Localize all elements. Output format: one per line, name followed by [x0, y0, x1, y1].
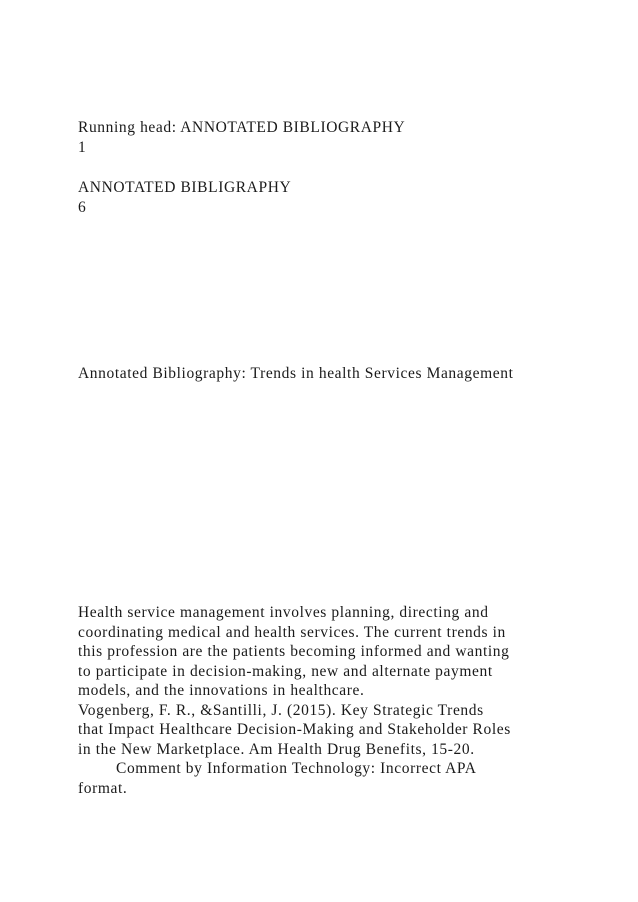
body-line: coordinating medical and health services. The current trends in: [78, 623, 506, 641]
reference-line: that Impact Healthcare Decision-Making and Stakeholder Roles: [78, 721, 511, 738]
comment-line: Comment by Information Technology: Incorrect APA: [116, 760, 477, 777]
running-head: Running head: ANNOTATED BIBLIOGRAPHY: [78, 119, 406, 136]
document-title: Annotated Bibliography: Trends in health Services Management: [78, 365, 514, 382]
reference-line: Vogenberg, F. R., &Santilli, J. (2015). Key Strategic Trends: [78, 701, 484, 719]
comment-line: format.: [78, 779, 128, 797]
body-line: to participate in decision-making, new and alternate payment: [78, 662, 493, 680]
reference-line: in the New Marketplace. Am Health Drug Benefits, 15-20.: [78, 740, 475, 758]
short-title: ANNOTATED BIBLIGRAPHY: [78, 179, 292, 196]
page-number-first: 1: [78, 139, 87, 156]
body-text: [78, 603, 511, 798]
page-number-second: 6: [78, 199, 87, 216]
body-line: Health service management involves planning, directing and: [78, 604, 489, 621]
body-line: this profession are the patients becoming informed and wanting: [78, 643, 510, 660]
body-line: models, and the innovations in healthcare.: [78, 682, 365, 699]
